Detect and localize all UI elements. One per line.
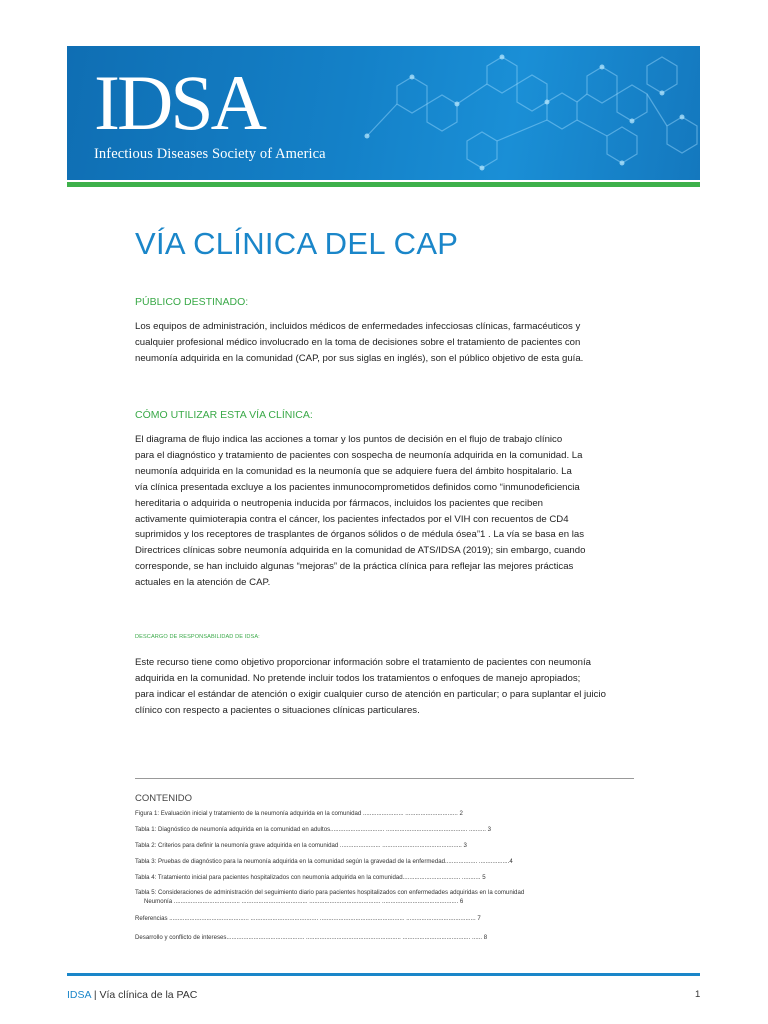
logo-subtitle: Infectious Diseases Society of America: [94, 146, 326, 162]
document-title: VÍA CLÍNICA DEL CAP: [135, 226, 459, 261]
usage-line: corresponde, se han incluido algunas “mejoras” de la práctica clínica para reflejar las mejores prácticas: [135, 561, 574, 573]
audience-heading: PÚBLICO DESTINADO:: [135, 296, 249, 308]
toc-entry-table-5[interactable]: Tabla 5: Consideraciones de administración del seguimiento diario para pacientes hospitalizados con enfermedades adquiridas en la comunidad: [135, 889, 525, 896]
audience-line: Los equipos de administración, incluidos médicos de enfermedades infecciosas clínicas, farmacéuticos y: [135, 321, 581, 332]
page-number: 1: [695, 989, 701, 1000]
usage-line: actuales en la atención de CAP.: [135, 577, 271, 589]
header-banner: [67, 46, 700, 180]
toc-title: CONTENIDO: [135, 793, 192, 804]
usage-heading: CÓMO UTILIZAR ESTA VÍA CLÍNICA:: [135, 409, 313, 421]
toc-entry-table-1[interactable]: Tabla 1: Diagnóstico de neumonía adquirida en la comunidad en adultos................................ ................................................ .......... 3: [135, 826, 491, 833]
idsa-logo: IDSA: [94, 59, 265, 146]
toc-entry-table-3[interactable]: Tabla 3: Pruebas de diagnóstico para la neumonía adquirida en la comunidad según la gravedad de la enfermedad................... ..................4: [135, 858, 513, 865]
toc-entry-figure-1[interactable]: Figura 1: Evaluación inicial y tratamiento de la neumonía adquirida en la comunidad ........................ ............................... 2: [135, 810, 463, 817]
disclaimer-heading: DESCARGO DE RESPONSABILIDAD DE IDSA:: [135, 634, 260, 640]
usage-line: Directrices clínicas sobre neumonía adquirida en la comunidad de ATS/IDSA (2019); sin embargo, cuando: [135, 545, 586, 557]
footer-label: [67, 989, 197, 1001]
usage-paragraph: [135, 432, 610, 591]
toc-entry-table-4[interactable]: Tabla 4: Tratamiento inicial para pacientes hospitalizados con neumonía adquirida en la comunidad.................................. ........... 5: [135, 874, 486, 881]
header-green-rule: [67, 182, 700, 187]
audience-line: neumonía adquirida en la comunidad (CAP, por sus siglas en inglés), son el público objetivo de esta guía.: [135, 352, 584, 364]
toc-entry-references[interactable]: Referencias ............................................... ........................................ .................................................. ......................................... 7: [135, 915, 481, 922]
toc-entry-development[interactable]: Desarrollo y conflicto de intereses.............................................. ........................................................ ........................................ ...... 8: [135, 934, 488, 941]
usage-line: hereditaria o adquirida o neutropenia inducida por fármacos, incluidos los pacientes que reciben: [135, 497, 543, 509]
usage-line: activamente quimioterapia contra el cáncer, los pacientes infectados por el VIH con recuentos de CD4: [135, 513, 569, 525]
footer-brand: IDSA: [67, 989, 91, 1001]
audience-paragraph: [135, 319, 610, 367]
usage-line: suprimidos y los receptores de trasplantes de órganos sólidos o de médula ósea”1 . La vía se basa en las: [135, 529, 585, 541]
toc-divider: [135, 778, 634, 779]
disclaimer-line: adquirida en la comunidad. No pretende incluir todos los tratamientos o enfoques de manejo apropiados;: [135, 672, 581, 684]
toc-entry-table-2[interactable]: Tabla 2: Criterios para definir la neumonía grave adquirida en la comunidad ........................ ............................................... 3: [135, 842, 467, 849]
disclaimer-paragraph: [135, 655, 610, 719]
disclaimer-line: para indicar el estándar de atención o exigir cualquier curso de atención en particular; o para suplantar el juicio: [135, 688, 606, 700]
footer-rule: [67, 973, 700, 976]
usage-line: para el diagnóstico y tratamiento de pacientes con sospecha de neumonía adquirida en la comunidad. La: [135, 449, 583, 461]
toc-entry-table-5-continued[interactable]: Neumonía ....................................... ....................................... .......................................... ............................................. 6: [144, 898, 464, 905]
audience-line: cualquier profesional médico involucrado en la toma de decisiones sobre el tratamiento de pacientes con: [135, 336, 581, 348]
footer-doc-name: Vía clínica de la PAC: [99, 989, 198, 1001]
usage-line: El diagrama de flujo indica las acciones a tomar y los puntos de decisión en el flujo de trabajo clínico: [135, 434, 563, 445]
usage-line: neumonía adquirida en la comunidad es la neumonía que se adquiere fuera del ámbito hospitalario. La: [135, 465, 572, 477]
footer-separator: |: [90, 989, 100, 1001]
disclaimer-line: clínico con respecto a pacientes o situaciones clínicas particulares.: [135, 704, 420, 716]
disclaimer-line: Este recurso tiene como objetivo proporcionar información sobre el tratamiento de pacientes con neumonía: [135, 657, 591, 668]
usage-line: vía clínica presentada excluye a los pacientes inmunocomprometidos definidos como “inmunodeficiencia: [135, 481, 580, 493]
